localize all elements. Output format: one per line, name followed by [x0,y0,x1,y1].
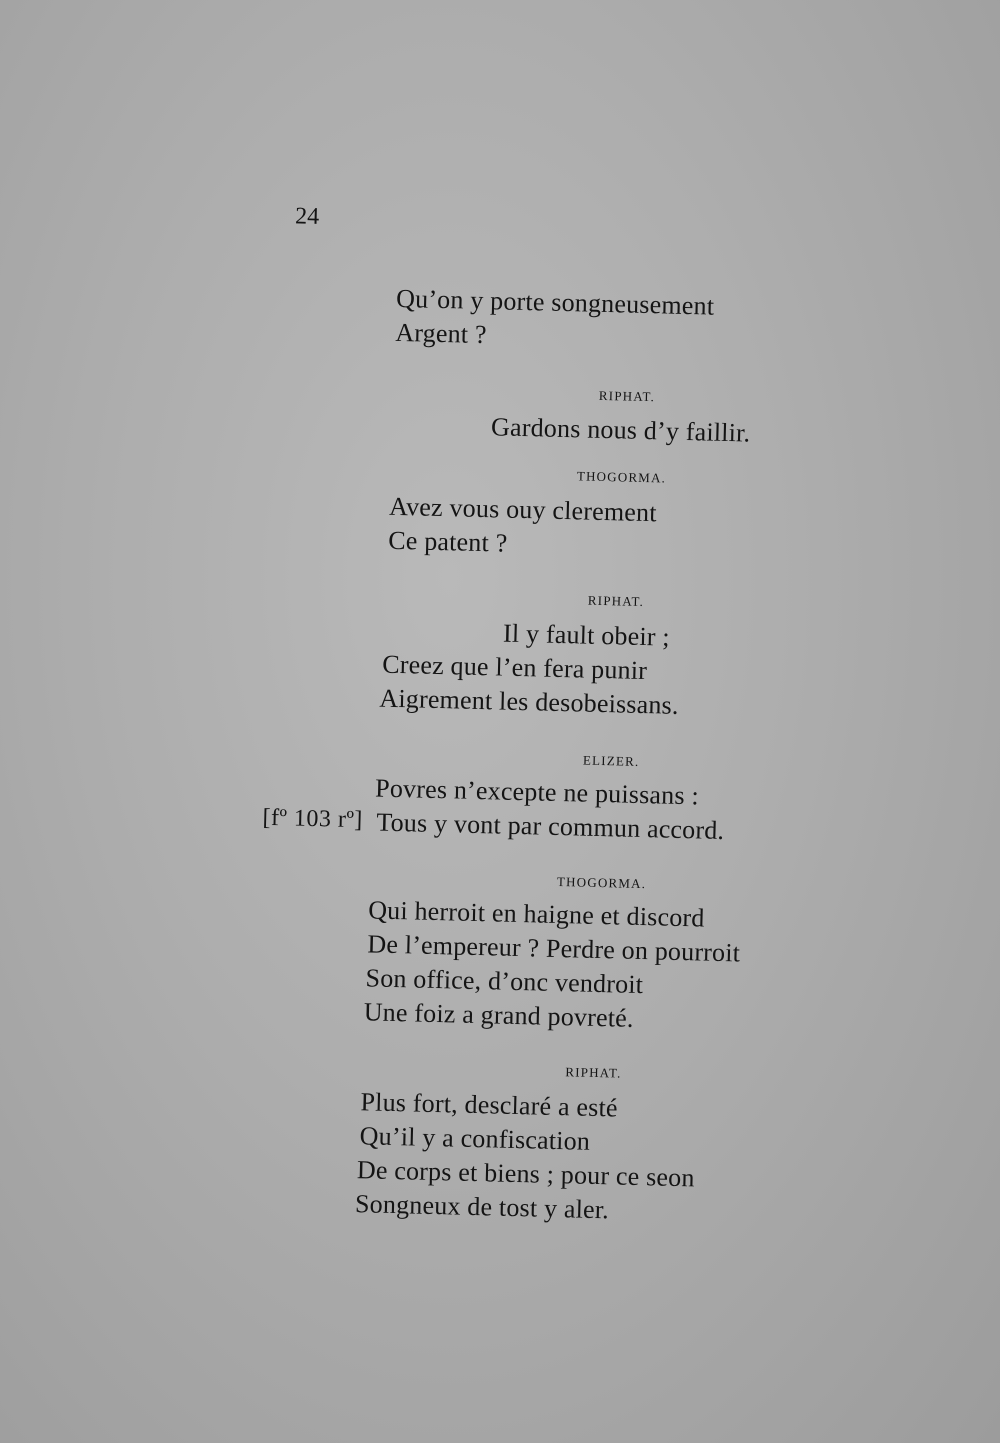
page-number: 24 [294,203,320,230]
verse-line: Creez que l’en fera punir [381,649,648,686]
speaker-name: RIPHAT. [587,592,645,610]
verse-line: Ce patent ? [387,525,508,558]
verse-line: Qu’il y a confiscation [359,1121,591,1156]
verse-line: Son office, d’onc vendroit [365,963,644,1000]
verse-line: Il y fault obeir ; [502,618,671,652]
verse-line: Songneux de tost y aler. [354,1189,610,1225]
verse-line: Tous y vont par commun accord. [376,807,725,846]
verse-line: De corps et biens ; pour ce seon [356,1155,695,1193]
verse-line: Avez vous ouy clerement [388,491,658,528]
speaker-name: RIPHAT. [565,1064,622,1081]
verse-line: Argent ? [395,317,488,350]
speaker-name: THOGORMA. [576,468,667,486]
verse-line: Qu’on y porte songneusement [395,283,715,321]
speaker-name: THOGORMA. [556,873,647,892]
verse-line: Une foiz a grand povreté. [363,997,635,1033]
speaker-name: ELIZER. [582,752,640,769]
verse-line: Aigrement les desobeissans. [379,683,680,720]
verse-line: Povres n’excepte ne puissans : [374,773,700,811]
verse-line: Gardons nous d’y faillir. [490,412,751,448]
speaker-name: RIPHAT. [598,387,656,405]
verse-line: Plus fort, desclaré a esté [360,1087,619,1123]
verse-line: De l’empereur ? Perdre on pourroit [367,929,741,968]
folio-marker: [fº 103 rº] [262,804,364,834]
verse-line: Qui herroit en haigne et discord [367,895,705,933]
